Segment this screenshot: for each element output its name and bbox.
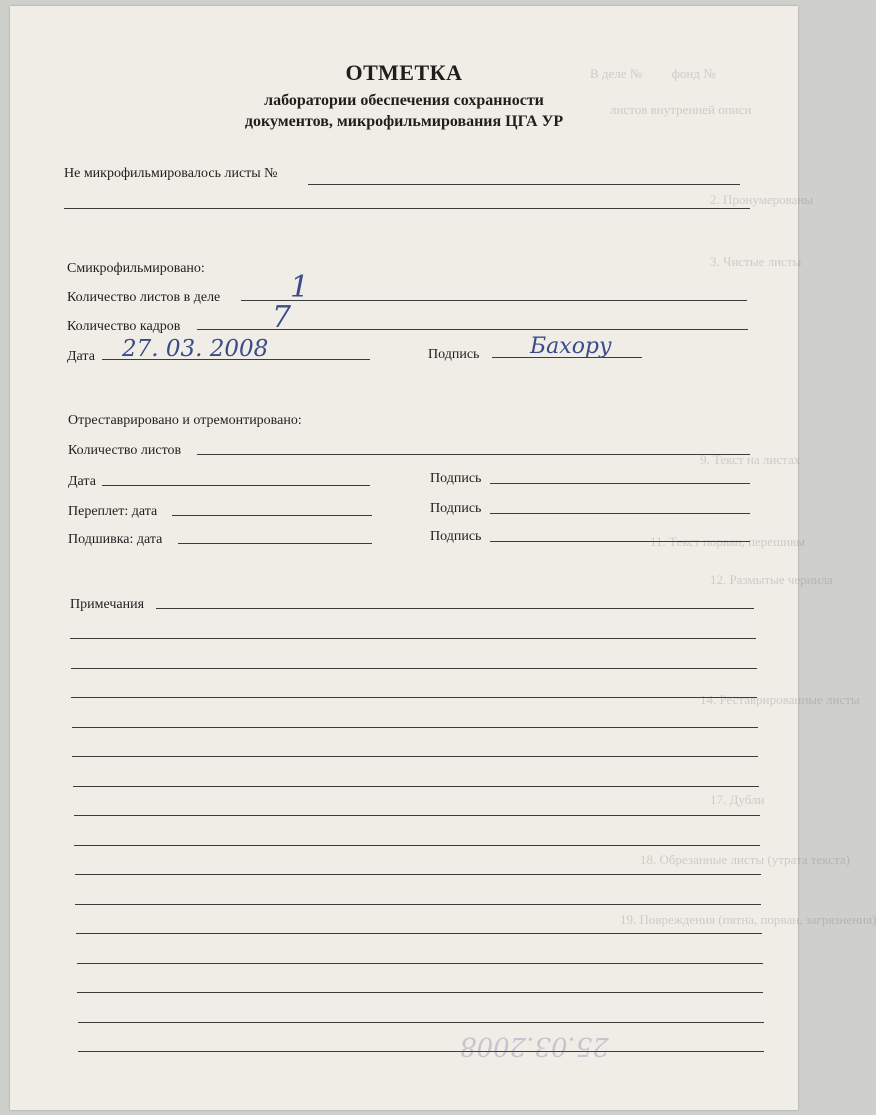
notes-ruled-line: [77, 963, 763, 964]
notes-ruled-line: [71, 668, 757, 669]
restoration-heading: Отреставрировано и отремонтировано:: [68, 413, 302, 428]
frames-count-label: Количество кадров: [67, 319, 181, 334]
not-filmed-line-2: [64, 208, 750, 209]
notes-ruled-line: [74, 815, 760, 816]
film-signature-value: Бахору: [530, 334, 612, 359]
notes-ruled-line: [70, 638, 756, 639]
notes-ruled-line: [78, 1051, 764, 1052]
restored-sheets-label: Количество листов: [68, 443, 182, 458]
sheets-count-label: Количество листов в деле: [67, 290, 221, 305]
stitching-date-line: [178, 543, 372, 544]
stitching-signature-label: Подпись: [430, 529, 482, 544]
notes-ruled-line: [78, 1022, 764, 1023]
notes-line-first: [156, 608, 754, 609]
restored-date-label: Дата: [68, 474, 96, 489]
binding-signature-label: Подпись: [430, 501, 482, 516]
notes-ruled-line: [77, 992, 763, 993]
restored-signature-label: Подпись: [430, 471, 482, 486]
binding-date-label: Переплет: дата: [68, 504, 158, 519]
notes-ruled-line: [72, 756, 758, 757]
not-filmed-line: [308, 184, 740, 185]
film-signature-label: Подпись: [428, 347, 480, 362]
notes-ruled-line: [73, 786, 759, 787]
frames-count-value: 7: [272, 300, 292, 335]
document-title: ОТМЕТКА: [345, 60, 463, 85]
binding-signature-line: [490, 513, 750, 514]
binding-date-line: [172, 515, 372, 516]
document-subtitle-line2: документов, микрофильмирования ЦГА УР: [244, 113, 564, 130]
film-date-value: 27. 03. 2008: [122, 336, 269, 362]
not-filmed-label: Не микрофильмировалось листы №: [64, 166, 278, 181]
document-sheet: В деле № фонд № листов внутренней описи 2. Пронумерованы 3. Чистые листы 9. Текст на листах 11. Текст порван, перешивы 12. Размытые чернила 14. Реставрированные листы 17. Дубли 18. Обрезанные листы (утрата текста) 19. Повреждения (пятна, порван, загрязнения) ОТМЕТКА лаборатории обеспечения сохранности документов, микрофильмирования ЦГА УР Не микрофильмировалось листы № Смикрофильмировано: Количество листов в деле 1 Количество кадров 7 Дата 27. 03. 2008 Подпись Бахору Отреставрировано и отремонтировано: Количество листов Дата Подпись Переплет: дата Подпись Подшивка: дата Подпись Примечания 25.03.2008: [10, 6, 798, 1110]
film-date-label: Дата: [67, 349, 95, 364]
restored-signature-line: [490, 483, 750, 484]
notes-ruled-line: [74, 845, 760, 846]
restored-date-line: [102, 485, 370, 486]
notes-ruled-line: [76, 933, 762, 934]
notes-ruled-line: [72, 727, 758, 728]
document-subtitle-line1: лаборатории обеспечения сохранности: [264, 92, 544, 109]
stitching-date-label: Подшивка: дата: [68, 532, 163, 547]
bleed-handwriting: 25.03.2008: [460, 1031, 609, 1061]
notes-ruled-line: [75, 874, 761, 875]
notes-ruled-line: [71, 697, 757, 698]
stitching-signature-line: [490, 541, 750, 542]
notes-label: Примечания: [70, 597, 145, 612]
notes-ruled-line: [75, 904, 761, 905]
sheets-count-value: 1: [290, 270, 310, 305]
sheets-count-line: [241, 300, 747, 301]
filmed-heading: Смикрофильмировано:: [67, 261, 205, 276]
restored-sheets-line: [197, 454, 750, 455]
